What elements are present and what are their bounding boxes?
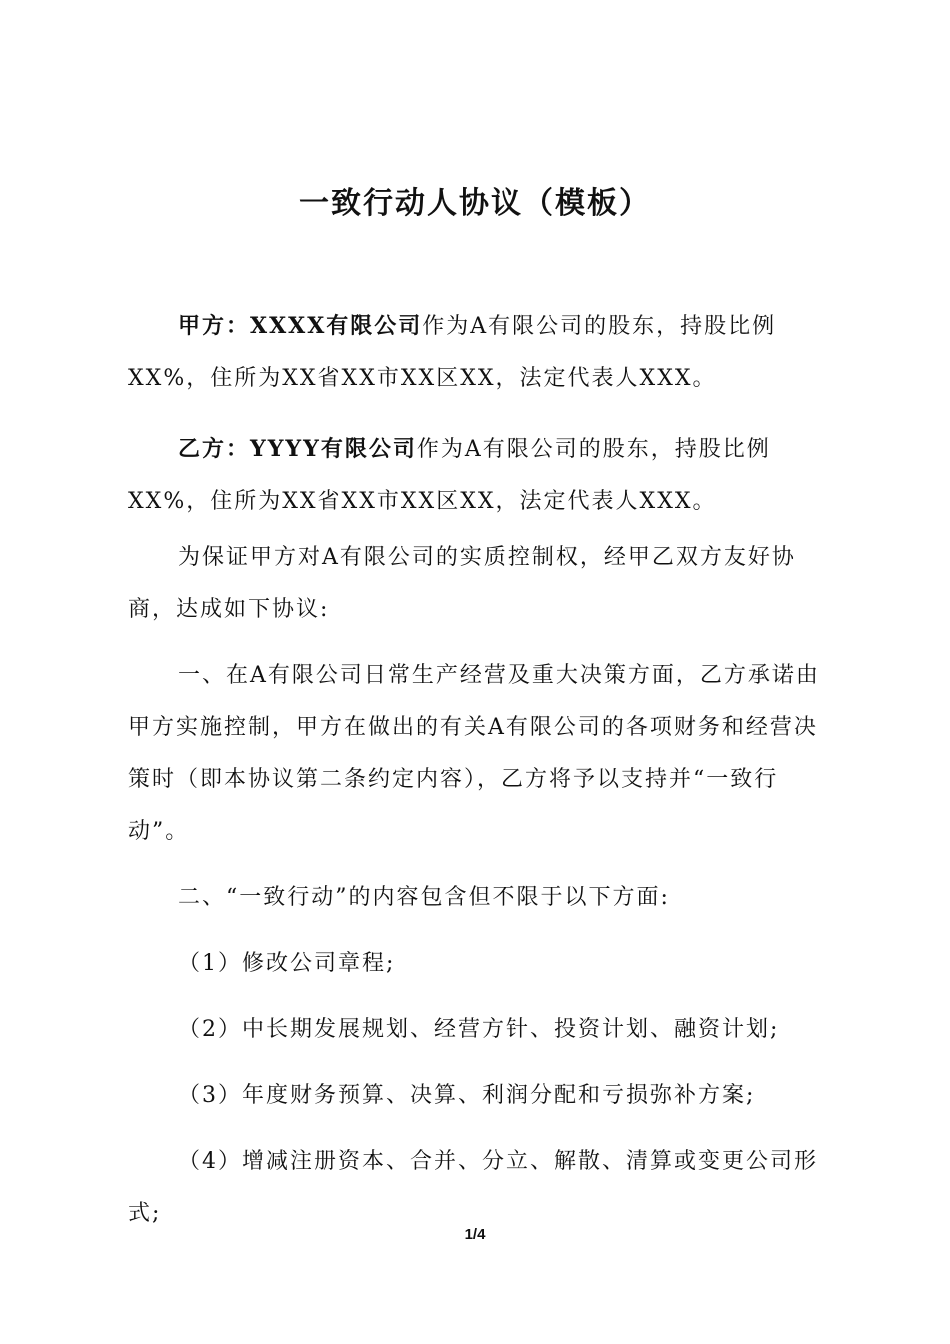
list-item: （3）年度财务预算、决算、利润分配和亏损弥补方案; [178, 1083, 756, 1108]
list-item: （1）修改公司章程; [178, 951, 396, 976]
party-a-paragraph [128, 300, 828, 405]
document-title: 一致行动人协议（模板） [299, 186, 651, 221]
list-item: （4）增减注册资本、合并、分立、解散、清算或变更公司形式; [128, 1149, 818, 1226]
party-b-label: 乙方：YYYY有限公司 [178, 436, 417, 462]
clause-1-paragraph: 一、在A有限公司日常生产经营及重大决策方面，乙方承诺由甲方实施控制，甲方在做出的有关A有限公司的各项财务和经营决策时（即本协议第二条约定内容），乙方将予以支持并“一致行动”。 [128, 663, 820, 844]
party-b-paragraph [128, 423, 828, 528]
clause-2-paragraph: 二、“一致行动”的内容包含但不限于以下方面: [178, 885, 670, 910]
document-body [128, 300, 828, 1240]
page-number: 1/4 [464, 1226, 486, 1243]
party-a-text: 作为A有限公司的股东，持股比例XX%，住所为XX省XX市XX区XX，法定代表人XXX。 [128, 314, 777, 391]
party-b-text: 作为A有限公司的股东，持股比例XX%，住所为XX省XX市XX区XX，法定代表人XXX。 [128, 437, 771, 514]
preamble-paragraph: 为保证甲方对A有限公司的实质控制权，经甲乙双方友好协商，达成如下协议: [128, 545, 796, 622]
list-item: （2）中长期发展规划、经营方针、投资计划、融资计划; [178, 1017, 780, 1042]
party-a-label: 甲方：XXXX有限公司 [178, 313, 423, 339]
